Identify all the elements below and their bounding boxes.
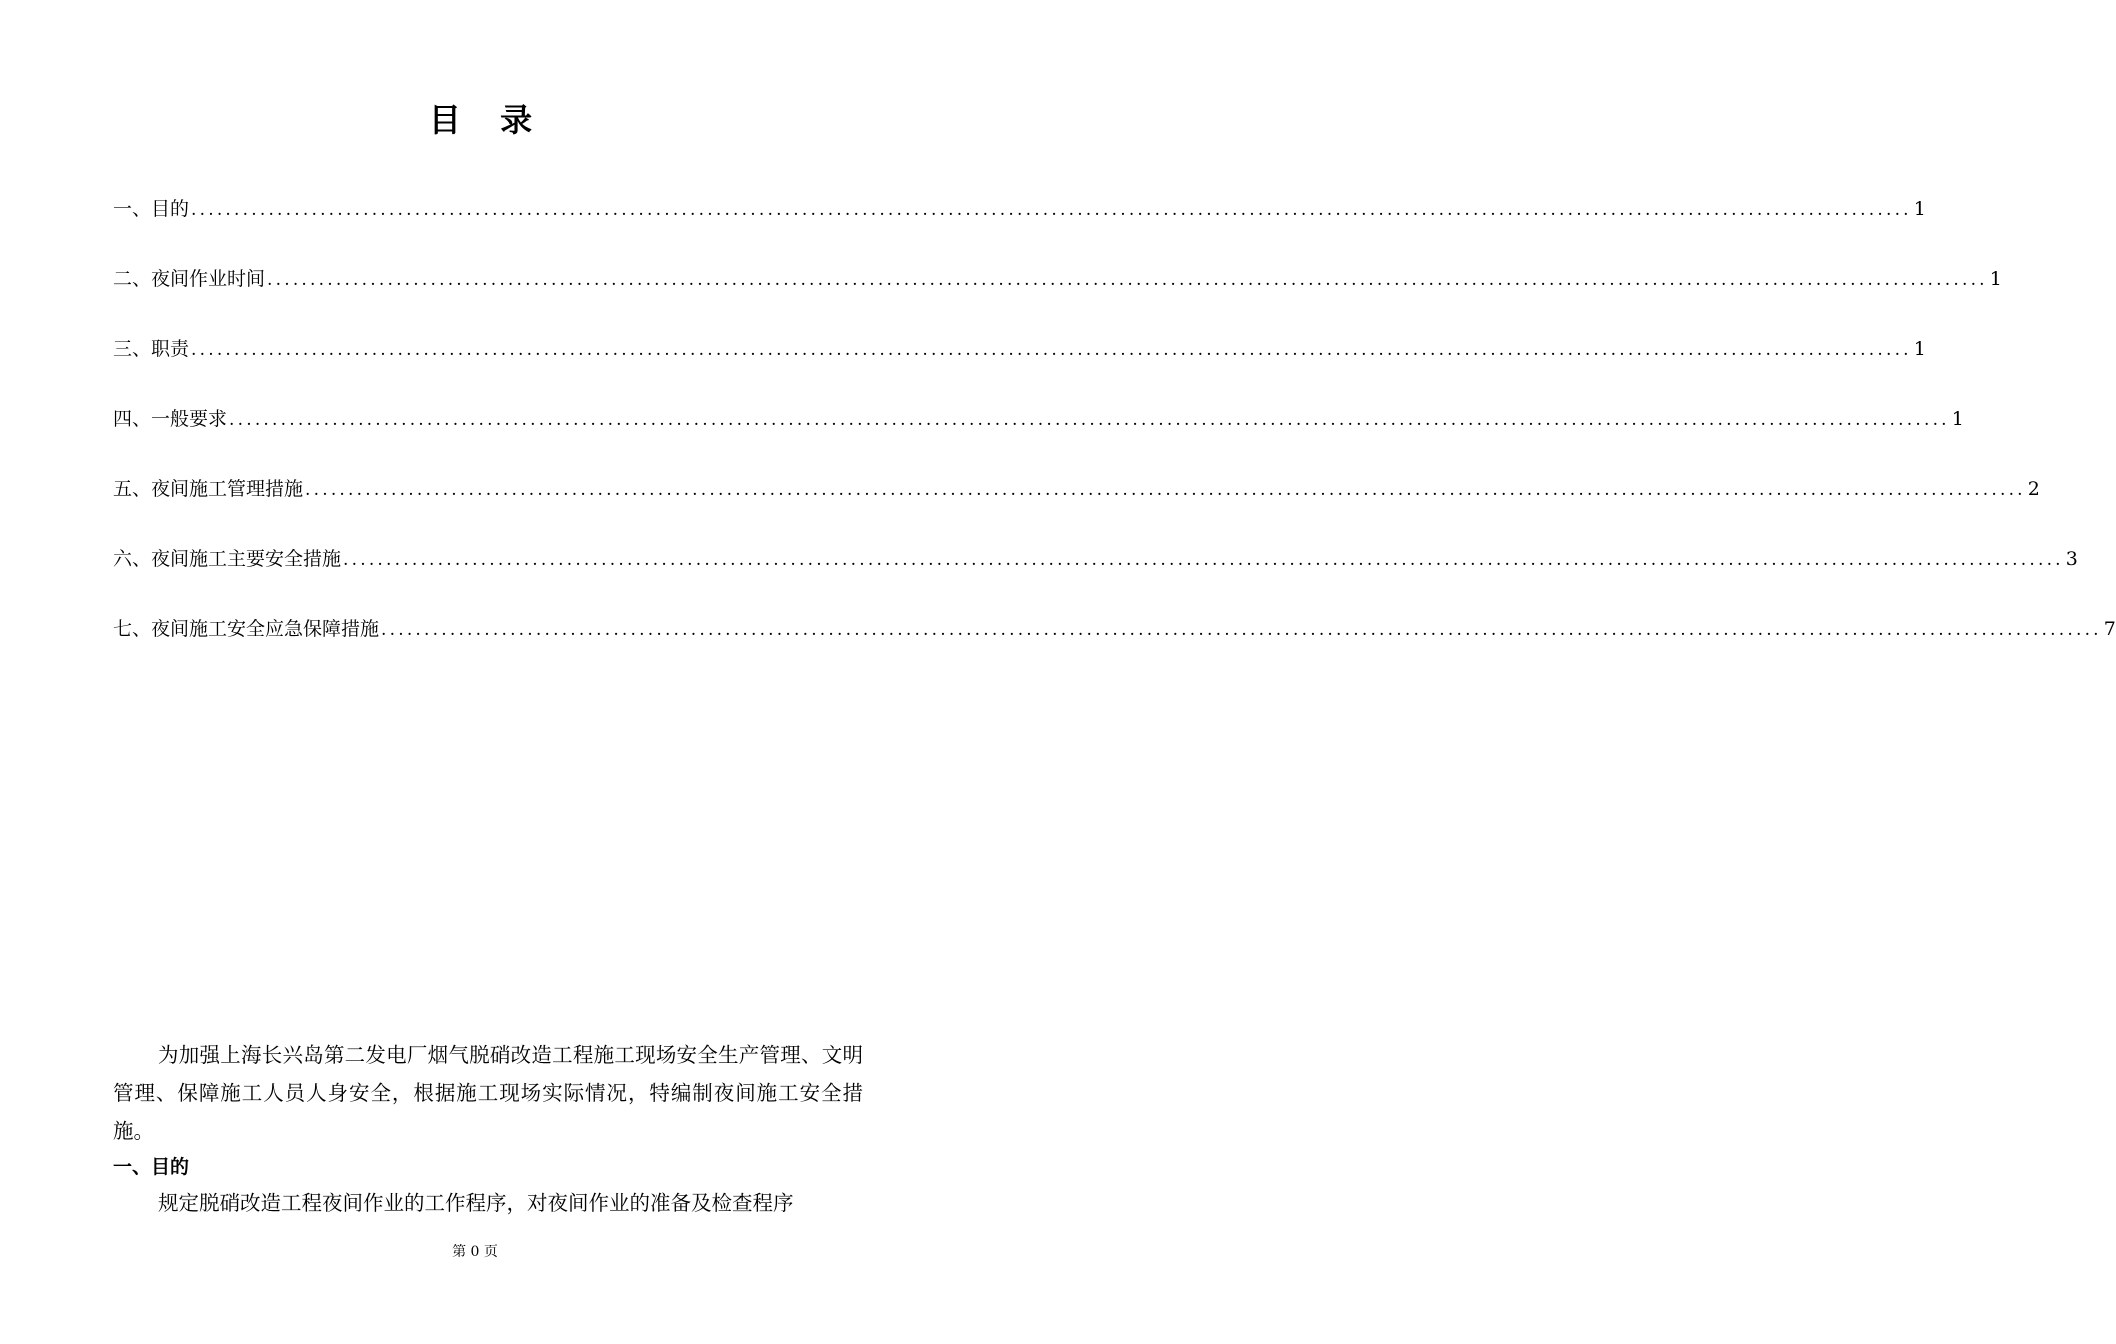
toc-entry-label: 三、职责 [113, 338, 190, 360]
toc-entry-page-number: 7 [2103, 618, 2116, 640]
toc-entry-label: 七、夜间施工安全应急保障措施 [113, 618, 380, 640]
intro-paragraph: 为加强上海长兴岛第二发电厂烟气脱硝改造工程施工现场安全生产管理、文明管理、保障施工人员人身安全，根据施工现场实际情况，特编制夜间施工安全措施。 [113, 1043, 863, 1143]
toc-entry-label: 四、一般要求 [113, 408, 228, 430]
toc-leader-dots: ........................................................................................................................................................................................................ [305, 480, 2026, 500]
toc-entry-responsibilities[interactable] [113, 332, 1926, 402]
toc-leader-dots: ........................................................................................................................................................................................................ [191, 340, 1912, 360]
toc-title: 目 录 [428, 101, 547, 139]
toc-leader-dots: ........................................................................................................................................................................................................ [267, 270, 1988, 290]
toc-entry-label: 六、夜间施工主要安全措施 [113, 548, 342, 570]
toc-entry-purpose[interactable] [113, 192, 1926, 262]
page-number-footer: 第 0 页 [452, 1244, 498, 1260]
toc-entry-page-number: 2 [2027, 478, 2040, 500]
toc-entry-safety-measures[interactable] [113, 542, 2078, 612]
document-body [113, 1036, 863, 1222]
toc-entry-page-number: 1 [1989, 268, 2002, 290]
toc-entry-night-work-time[interactable] [113, 262, 2002, 332]
toc-entry-page-number: 3 [2065, 548, 2078, 570]
toc-entry-label: 一、目的 [113, 198, 190, 220]
section-paragraph-purpose: 规定脱硝改造工程夜间作业的工作程序，对夜间作业的准备及检查程序 [158, 1191, 794, 1215]
section-heading-purpose: 一、目的 [113, 1156, 190, 1178]
toc-entry-page-number: 1 [1913, 198, 1926, 220]
toc-leader-dots: ........................................................................................................................................................................................................ [191, 200, 1912, 220]
toc-leader-dots: ........................................................................................................................................................................................................ [381, 620, 2102, 640]
toc-entry-page-number: 1 [1951, 408, 1964, 430]
toc-leader-dots: ........................................................................................................................................................................................................ [229, 410, 1950, 430]
toc-entry-label: 二、夜间作业时间 [113, 268, 266, 290]
toc-leader-dots: ........................................................................................................................................................................................................ [343, 550, 2064, 570]
table-of-contents [113, 192, 2116, 682]
toc-entry-emergency-measures[interactable] [113, 612, 2116, 682]
toc-entry-general-requirements[interactable] [113, 402, 1964, 472]
toc-entry-page-number: 1 [1913, 338, 1926, 360]
toc-entry-label: 五、夜间施工管理措施 [113, 478, 304, 500]
toc-entry-management-measures[interactable] [113, 472, 2040, 542]
